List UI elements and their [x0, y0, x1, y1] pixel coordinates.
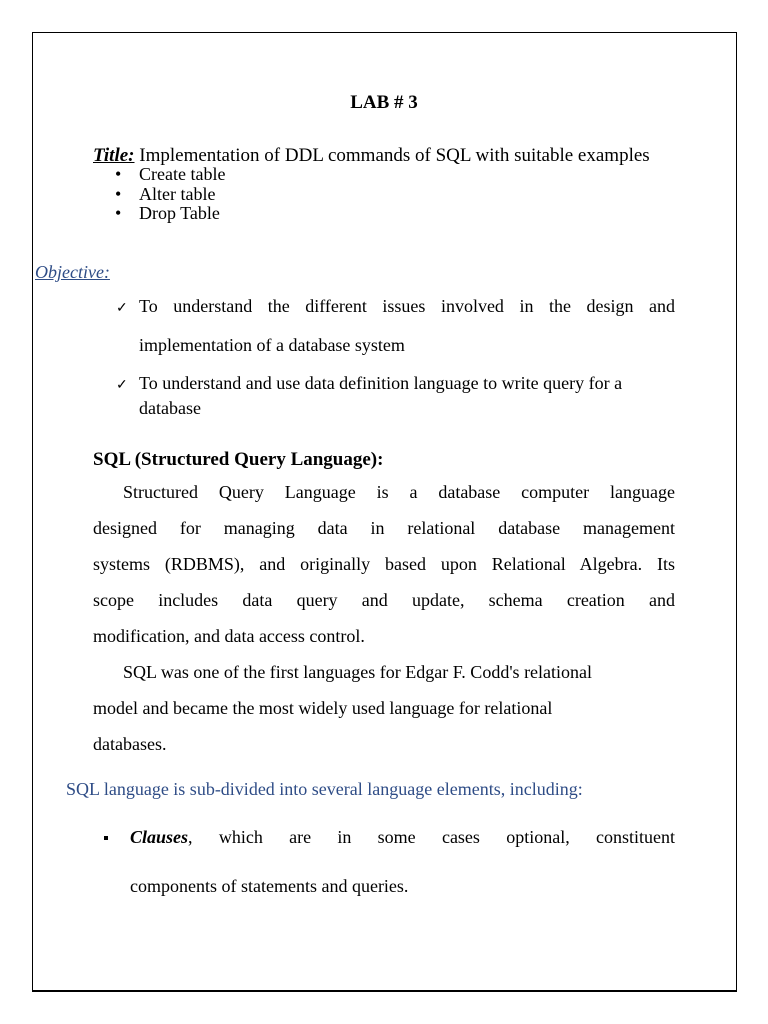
topic-label: Drop Table: [139, 203, 220, 223]
paragraph-line: scope includes data query and update, schema creation and: [93, 590, 675, 610]
topic-item: [115, 184, 215, 205]
paragraph-line: modification, and data access control.: [93, 626, 365, 646]
topic-item: [115, 203, 220, 224]
square-bullet-icon: [104, 836, 108, 840]
bullet-dot-icon: •: [115, 203, 122, 223]
bullet-dot-icon: •: [115, 164, 122, 184]
paragraph-line: designed for managing data in relational database management: [93, 518, 675, 538]
topic-item: [115, 164, 225, 185]
topic-label: Alter table: [139, 184, 216, 204]
title-label: Title:: [93, 145, 135, 166]
objective-heading: Objective:: [35, 262, 110, 282]
paragraph-line: systems (RDBMS), and originally based upon Relational Algebra. Its: [93, 554, 675, 574]
checkmark-icon: ✓: [116, 301, 128, 316]
clauses-line: [130, 827, 675, 848]
elements-intro: SQL language is sub-divided into several language elements, including:: [66, 779, 583, 799]
objective-item-line: To understand the different issues involved in the design and: [139, 296, 675, 316]
paragraph-line: model and became the most widely used language for relational: [93, 698, 553, 718]
topic-label: Create table: [139, 164, 226, 184]
clauses-term: Clauses: [130, 827, 189, 847]
paragraph-line: databases.: [93, 734, 167, 754]
title-text: Implementation of DDL commands of SQL with suitable examples: [134, 145, 650, 166]
checkmark-icon: ✓: [116, 378, 128, 393]
clauses-line: components of statements and queries.: [130, 876, 409, 896]
clauses-description: , which are in some cases optional, constituent: [188, 827, 675, 847]
bullet-dot-icon: •: [115, 184, 122, 204]
sql-heading: SQL (Structured Query Language):: [93, 449, 384, 470]
objective-item-line: database: [139, 398, 201, 418]
objective-item-line: implementation of a database system: [139, 335, 405, 355]
paragraph-line: SQL was one of the first languages for Edgar F. Codd's relational: [123, 662, 593, 682]
paragraph-line: Structured Query Language is a database computer language: [123, 482, 675, 502]
objective-item-line: To understand and use data definition language to write query for a: [139, 373, 623, 393]
lab-heading: LAB # 3: [350, 92, 418, 113]
